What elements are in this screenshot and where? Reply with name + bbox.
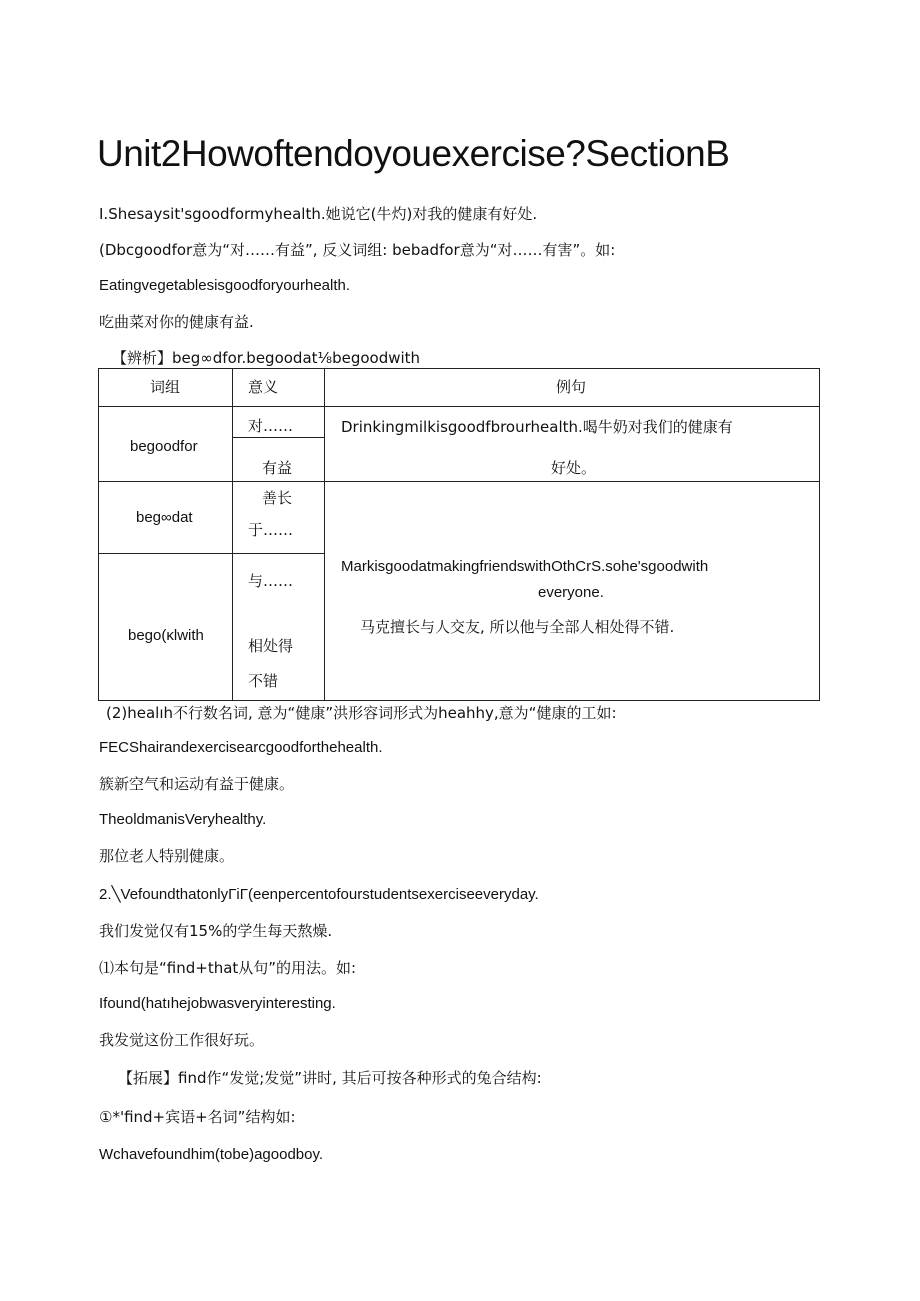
text-line-14: Ifound(hatıhejobwasveryinteresting. [99, 995, 336, 1012]
text-line-1: I.Shesaysit'sgoodformyhealth.她说它(牛灼)对我的健康有好处. [99, 205, 538, 223]
row1-meaning-b: 有益 [262, 459, 293, 477]
row1-example-a: Drinkingmilkisgoodfbrourhealth.喝牛奶对我们的健康有 [341, 418, 733, 436]
text-line-2: (Dbcgoodfor意为“对……有益”, 反义词组: bebadfor意为“对……有害”。如: [99, 241, 616, 259]
page-title: Unit2Howoftendoyouexercise?SectionB [97, 133, 730, 174]
shared-example-a: MarkisgoodatmakingfriendswithOthCrS.sohe'sgoodwith [341, 558, 709, 575]
shared-example-b: everyone. [538, 584, 604, 601]
text-line-18: Wchavefoundhim(tobe)agoodboy. [99, 1146, 324, 1163]
text-line-10: 那位老人特别健康。 [99, 847, 235, 865]
text-line-11: 2.╲VefoundthatonlyΓiΓ(eenpercentofourstudentsexerciseeveryday. [99, 886, 539, 903]
text-line-9: TheoldmanisVeryhealthy. [99, 811, 267, 828]
text-line-16: 【拓展】find作“发觉;发觉”讲时, 其后可按各种形式的兔合结构: [118, 1069, 542, 1087]
text-line-13: ⑴本句是“find+that从句”的用法。如: [99, 959, 357, 977]
text-line-7: FECShairandexercisearcgoodforthehealth. [99, 739, 383, 756]
row2-meaning-b: 于…… [248, 521, 294, 539]
table-header-meaning: 意义 [248, 378, 279, 396]
row3-meaning-a: 与…… [248, 572, 294, 590]
row1-phrase: begoodfor [130, 438, 198, 455]
table-header-phrase: 词组 [150, 378, 181, 396]
text-line-6: (2)healıh不行数名词, 意为“健康”洪形容词形式为heahhy,意为“健康的工如: [106, 704, 617, 722]
text-line-12: 我们发觉仅有15%的学生每天熬燥. [99, 922, 333, 940]
text-line-17: ①*'find+宾语+名词”结构如: [99, 1108, 296, 1126]
row3-phrase: bego(κlwith [128, 627, 204, 644]
table-header-example: 例句 [556, 378, 587, 396]
text-line-5: 【辨析】beg∞dfor.begoodat⅛begoodwith [112, 349, 421, 367]
shared-example-c: 马克擅长与人交友, 所以他与全部人相处得不错. [360, 618, 675, 636]
text-line-8: 簇新空气和运动有益于健康。 [99, 775, 295, 793]
row2-meaning-a: 善长 [262, 489, 293, 507]
text-line-4: 吃曲菜对你的健康有益. [99, 313, 254, 331]
row3-meaning-b: 相处得 [248, 637, 294, 655]
row3-meaning-c: 不错 [248, 672, 279, 690]
row2-phrase: beg∞dat [136, 509, 193, 526]
row1-meaning-a: 对…… [248, 417, 294, 435]
row1-example-b: 好处。 [551, 459, 597, 477]
text-line-3: Eatingvegetablesisgoodforyourhealth. [99, 277, 351, 294]
text-line-15: 我发觉这份工作很好玩。 [99, 1031, 265, 1049]
